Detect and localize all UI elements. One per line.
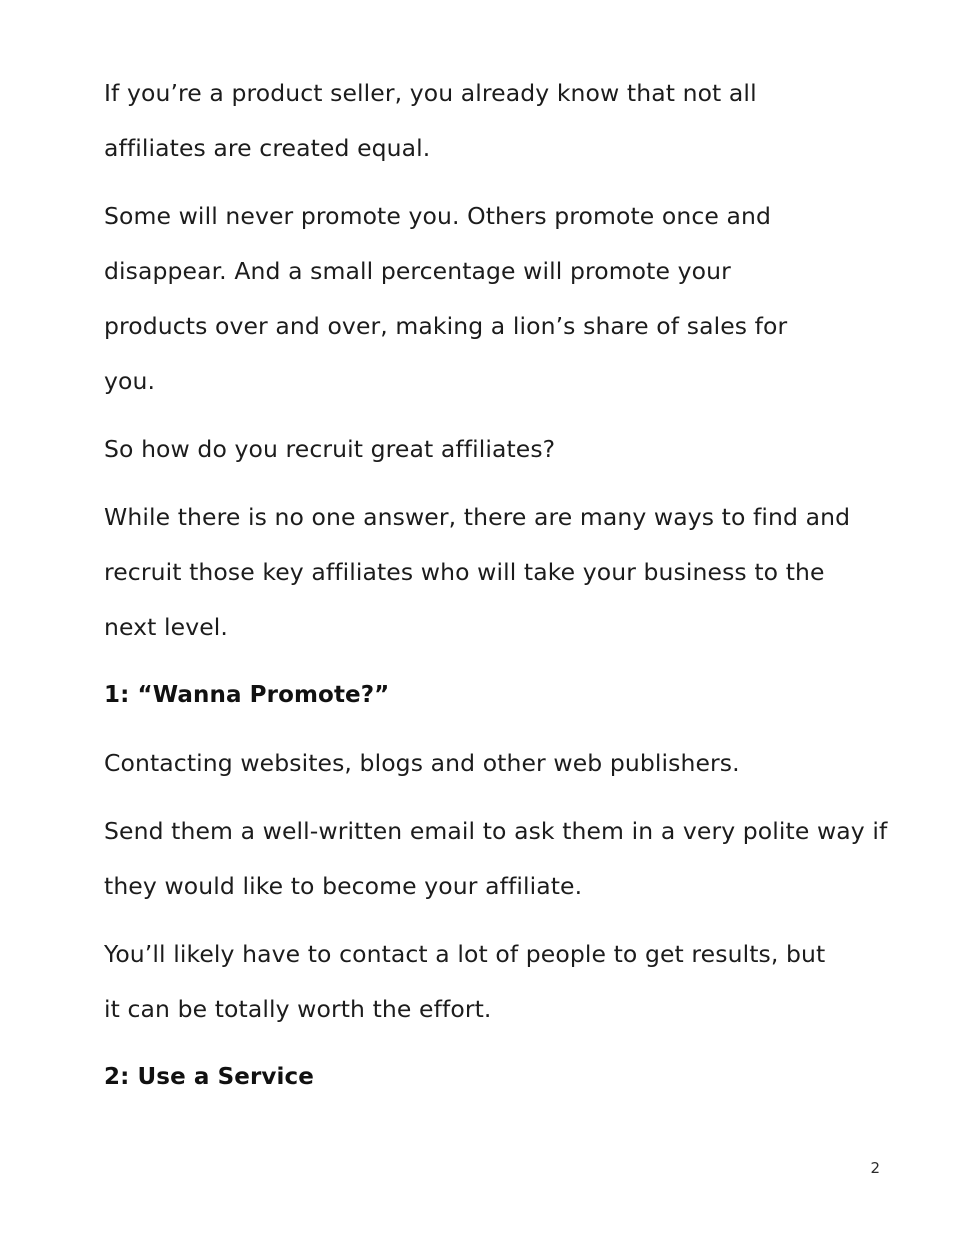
paragraph-promote-behavior: Some will never promote you. Others promote once and disappear. And a small percentage will promote your products over and over, making a lion’s share of sales for you. (104, 202, 795, 395)
heading-use-a-service: 2: Use a Service (104, 1064, 314, 1090)
paragraph-affiliates-intro: If you’re a product seller, you already know that not all affiliates are created equal. (104, 79, 765, 162)
paragraph-question-recruit: So how do you recruit great affiliates? (104, 435, 556, 463)
document-body (104, 66, 895, 1118)
paragraph-worth-effort: You’ll likely have to contact a lot of people to get results, but it can be totally worth the effort. (104, 940, 833, 1023)
heading-wanna-promote: 1: “Wanna Promote?” (104, 682, 390, 708)
paragraph-many-ways: While there is no one answer, there are many ways to find and recruit those key affiliates who will take your business to the next level. (104, 503, 858, 641)
paragraph-contacting-publishers: Contacting websites, blogs and other web publishers. (104, 749, 740, 777)
page-number: 2 (870, 1159, 880, 1177)
paragraph-send-email: Send them a well-written email to ask them in a very polite way if they would like to become your affiliate. (104, 817, 895, 900)
